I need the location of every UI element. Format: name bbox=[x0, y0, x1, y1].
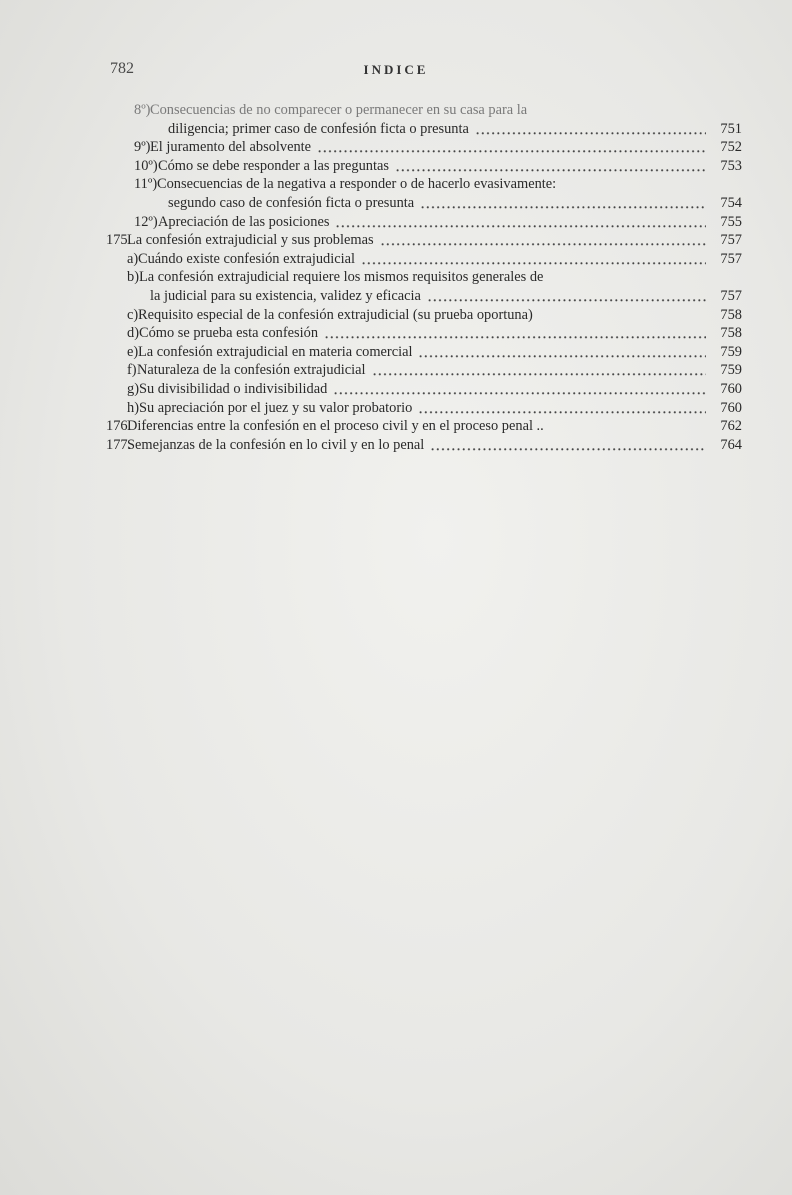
page-reference: 757 bbox=[720, 250, 742, 267]
page-reference: 757 bbox=[720, 287, 742, 304]
page-reference: 764 bbox=[720, 436, 742, 453]
toc-entry bbox=[0, 231, 792, 250]
entry-title: La confesión extrajudicial en materia comercial bbox=[138, 343, 413, 360]
toc-entry bbox=[0, 417, 792, 436]
toc-entry bbox=[0, 361, 792, 380]
item-label: e) bbox=[127, 343, 139, 360]
dot-leader bbox=[372, 361, 706, 380]
item-label: d) bbox=[127, 325, 139, 342]
dot-leader bbox=[333, 380, 706, 399]
page-reference: 753 bbox=[720, 157, 742, 174]
section-number: 176. bbox=[106, 418, 132, 435]
item-label: g) bbox=[127, 380, 139, 397]
toc-entry bbox=[0, 138, 792, 157]
item-label: 12º) bbox=[134, 213, 158, 230]
page-reference: 754 bbox=[720, 194, 742, 211]
entry-title: Cómo se prueba esta confesión bbox=[139, 325, 319, 342]
entry-title: El juramento del absolvente bbox=[150, 139, 312, 156]
page-reference: 751 bbox=[720, 120, 742, 137]
toc-entry bbox=[0, 101, 792, 120]
entry-title: Consecuencias de no comparecer o permanecer en su casa para la bbox=[150, 102, 528, 118]
section-number: 175. bbox=[106, 232, 132, 249]
item-label: b) bbox=[127, 269, 139, 286]
dot-leader bbox=[335, 213, 706, 232]
section-number: 177. bbox=[106, 436, 132, 453]
entry-title: segundo caso de confesión ficta o presunta bbox=[168, 194, 415, 211]
toc-entry bbox=[0, 436, 792, 455]
dot-leader bbox=[380, 231, 706, 250]
page-reference: 760 bbox=[720, 380, 742, 397]
page-reference: 760 bbox=[720, 399, 742, 416]
dot-leader bbox=[427, 287, 706, 306]
dot-leader bbox=[317, 138, 706, 157]
dot-leader bbox=[324, 324, 706, 343]
entry-title: Requisito especial de la confesión extrajudicial (su prueba oportuna) bbox=[138, 306, 533, 323]
page-reference: 759 bbox=[720, 362, 742, 379]
dot-leader bbox=[420, 194, 706, 213]
entry-title: la judicial para su existencia, validez y eficacia bbox=[150, 287, 421, 304]
entry-title: Cuándo existe confesión extrajudicial bbox=[138, 250, 355, 267]
dot-leader bbox=[418, 399, 706, 418]
page-reference: 752 bbox=[720, 139, 742, 156]
entry-title: Apreciación de las posiciones bbox=[158, 213, 330, 230]
page-header bbox=[0, 60, 792, 84]
toc-entry bbox=[0, 268, 792, 287]
toc-entry bbox=[0, 213, 792, 232]
table-of-contents bbox=[0, 101, 792, 454]
page-reference: 755 bbox=[720, 213, 742, 230]
dot-leader bbox=[430, 436, 706, 455]
toc-entry bbox=[0, 194, 792, 213]
dot-leader bbox=[418, 343, 706, 362]
entry-title: Semejanzas de la confesión en lo civil y en lo penal bbox=[127, 436, 425, 453]
item-label: 8º) bbox=[134, 102, 151, 118]
toc-entry bbox=[0, 380, 792, 399]
item-label: h) bbox=[127, 399, 139, 416]
toc-entry bbox=[0, 287, 792, 306]
toc-entry bbox=[0, 157, 792, 176]
entry-title: Cómo se debe responder a las preguntas bbox=[158, 157, 389, 174]
item-label: a) bbox=[127, 250, 139, 267]
toc-entry bbox=[0, 175, 792, 194]
entry-title: La confesión extrajudicial y sus problemas bbox=[127, 232, 374, 249]
entry-title: Su divisibilidad o indivisibilidad bbox=[139, 380, 328, 397]
toc-entry bbox=[0, 250, 792, 269]
dot-leader bbox=[361, 250, 706, 269]
item-label: 10º) bbox=[134, 157, 158, 174]
dot-leader bbox=[395, 157, 706, 176]
entry-title: La confesión extrajudicial requiere los mismos requisitos generales de bbox=[139, 269, 544, 286]
toc-entry bbox=[0, 324, 792, 343]
running-title: INDICE bbox=[363, 62, 429, 77]
item-label: f) bbox=[127, 362, 137, 379]
dot-leader bbox=[475, 120, 706, 139]
toc-entry bbox=[0, 306, 792, 325]
entry-title: Naturaleza de la confesión extrajudicial bbox=[137, 362, 366, 379]
entry-title: Diferencias entre la confesión en el proceso civil y en el proceso penal .. bbox=[127, 418, 544, 435]
toc-entry bbox=[0, 399, 792, 418]
page-number: 782 bbox=[110, 60, 134, 77]
entry-title: Su apreciación por el juez y su valor probatorio bbox=[139, 399, 413, 416]
item-label: 11º) bbox=[134, 176, 158, 193]
entry-title: Consecuencias de la negativa a responder o de hacerlo evasivamente: bbox=[157, 176, 557, 193]
page-reference: 758 bbox=[720, 325, 742, 342]
page-reference: 757 bbox=[720, 232, 742, 249]
item-label: 9º) bbox=[134, 139, 151, 156]
page-reference: 759 bbox=[720, 343, 742, 360]
page-reference: 758 bbox=[720, 306, 742, 323]
item-label: c) bbox=[127, 306, 139, 323]
toc-entry bbox=[0, 343, 792, 362]
entry-title: diligencia; primer caso de confesión ficta o presunta bbox=[168, 120, 469, 137]
toc-entry bbox=[0, 120, 792, 139]
page-reference: 762 bbox=[720, 418, 742, 435]
